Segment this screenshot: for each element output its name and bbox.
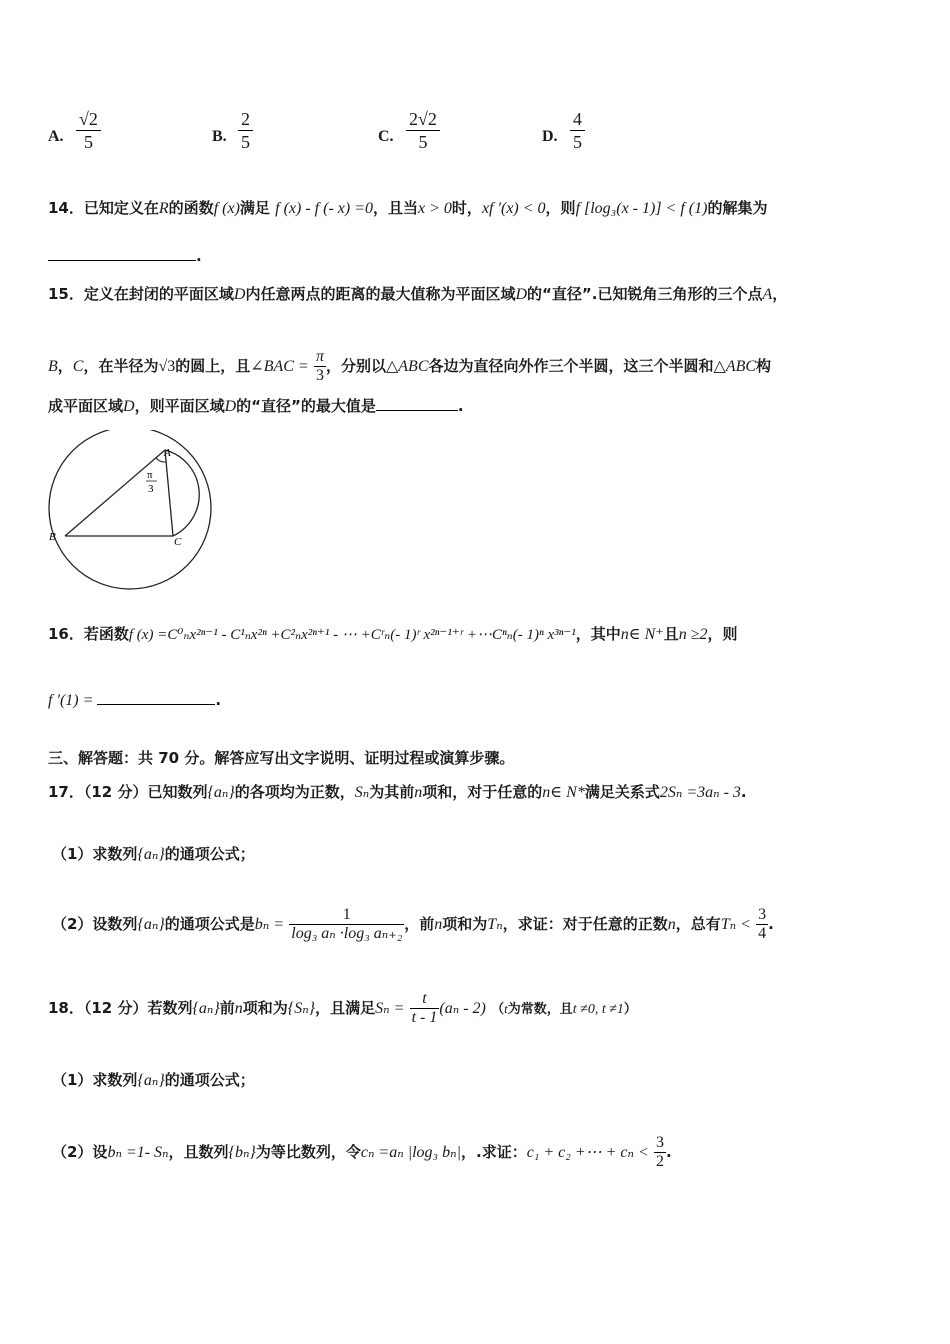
choice-fraction: $\frac{2}{5}$ — [238, 108, 253, 153]
choice-fraction: $\frac{2√2}{5}$ — [406, 108, 440, 153]
vertex-a-label: A — [164, 447, 171, 459]
choice-fraction: $\frac{4}{5}$ — [570, 108, 585, 153]
choice-label: A. — [48, 128, 64, 145]
question-17-part-1: （1）求数列{aₙ}的通项公式； — [52, 845, 255, 863]
choice-fraction: $\frac{√2}{5}$ — [76, 108, 101, 153]
choice-label: C. — [378, 128, 394, 145]
circle-triangle-figure — [40, 430, 230, 600]
question-15-line-3: 成平面区域D，则平面区域D的“直径”的最大值是 . — [48, 397, 464, 415]
question-14: 14．已知定义在R的函数f (x)满足 f (x) - f (- x) =0，且当x > 0时，xf ′(x) < 0，则f [log₃(x - 1)] < f (1)的解集为 — [48, 199, 768, 217]
choice-a[interactable] — [48, 108, 128, 156]
angle-three-label: 3 — [148, 483, 154, 495]
question-15-line-1: 15．定义在封闭的平面区域D内任意两点的距离的最大值称为平面区域D的“直径”.已知锐角三角形的三个点A， — [48, 285, 788, 303]
choice-label: B. — [212, 128, 227, 145]
answer-blank-15[interactable] — [376, 396, 458, 411]
question-17: 17．（12 分）已知数列{aₙ}的各项均为正数，Sₙ为其前n项和，对于任意的n∈ N*满足关系式2Sₙ =3aₙ - 3. — [48, 783, 747, 801]
answer-blank-14[interactable]: . — [48, 246, 910, 266]
vertex-b-label: B — [49, 531, 56, 543]
choice-d[interactable] — [542, 108, 622, 156]
semicircle-ac — [165, 450, 199, 536]
question-18-part-1: （1）求数列{aₙ}的通项公式； — [52, 1071, 255, 1089]
question-16-answer: f ′(1) = . — [48, 691, 222, 709]
question-15-line-2: B，C，在半径为√3的圆上，且∠BAC = $\frac{\pi}{3}$ ，分别以△ABC各边为直径向外作三个半圆，这三个半圆和△ABC构 — [48, 348, 772, 384]
circumcircle — [49, 430, 211, 589]
question-18-part-2: （2）设bₙ =1- Sₙ，且数列{bₙ}为等比数列，令cₙ =aₙ |log₃ bₙ|，.求证：c₁ + c₂ +⋯ + cₙ < $\frac{3}{2}$ . — [52, 1134, 672, 1170]
question-16: 16．若函数f (x) =C⁰ₙx²ⁿ⁻¹ - C¹ₙx²ⁿ +C²ₙx²ⁿ⁺¹ - ⋯ +Cʳₙ(- 1)ʳ x²ⁿ⁻¹⁺ʳ +⋯Cⁿₙ(- 1)ⁿ x³ⁿ⁻¹，其中n∈ N⁺且n ≥2，则 — [48, 625, 738, 643]
section-3-heading: 三、解答题：共 70 分。解答应写出文字说明、证明过程或演算步骤。 — [48, 749, 515, 767]
choice-b[interactable] — [212, 108, 292, 156]
question-17-part-2: （2）设数列{aₙ}的通项公式是bₙ = $\frac{1}{\text{log₃ aₙ ·log₃ aₙ₊₂}}$ ，前n项和为Tₙ，求证：对于任意的正数n，总有Tₙ < $\frac{3}{4}$ . — [52, 906, 774, 942]
side-ac — [165, 450, 173, 536]
answer-blank-16[interactable] — [97, 690, 215, 705]
vertex-c-label: C — [174, 536, 182, 548]
question-18: 18．（12 分）若数列{aₙ}前n项和为{Sₙ}，且满足Sₙ = $\frac{t}{t - 1}$ (aₙ - 2) （t为常数，且t ≠0, t ≠1） — [48, 990, 637, 1026]
choice-c[interactable] — [378, 108, 468, 156]
choice-label: D. — [542, 128, 558, 145]
angle-pi-label: π — [147, 469, 153, 481]
